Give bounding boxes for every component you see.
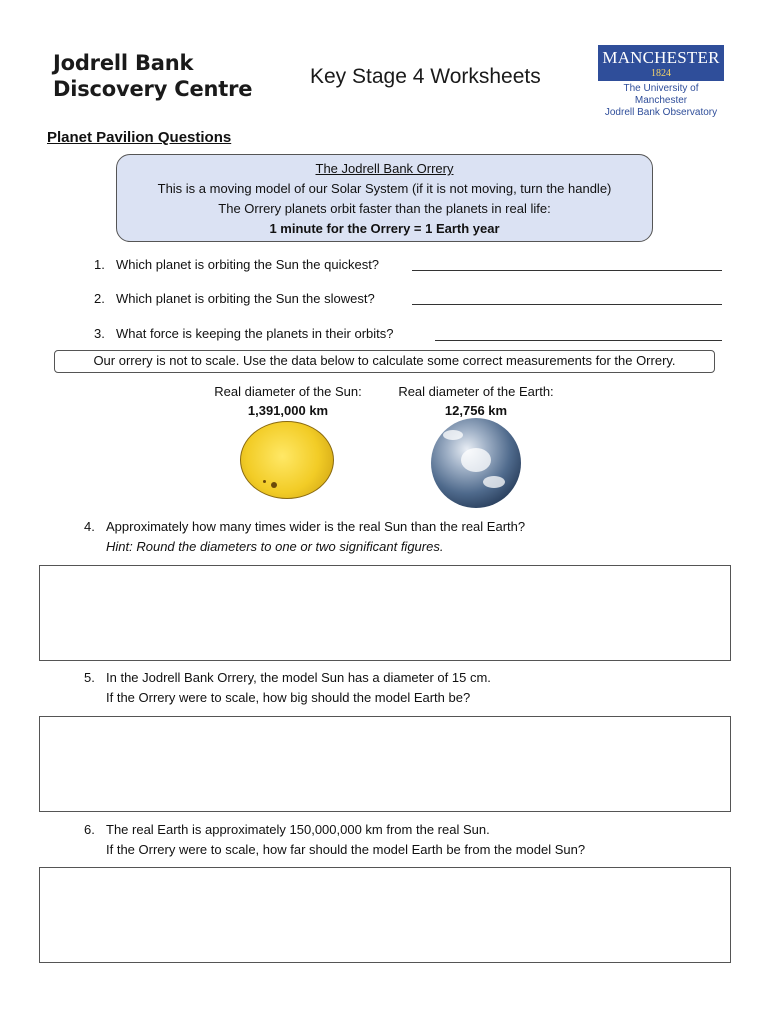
question-3-answer-line[interactable]	[435, 340, 722, 341]
sun-diameter	[196, 382, 380, 420]
question-4-hint: Hint: Round the diameters to one or two significant figures.	[106, 539, 444, 554]
question-4-answer-box[interactable]	[39, 565, 731, 661]
question-2-number: 2.	[94, 291, 105, 306]
orrery-info-line-3: 1 minute for the Orrery = 1 Earth year	[269, 221, 500, 236]
question-6-answer-box[interactable]	[39, 867, 731, 963]
brand-line-2: Discovery Centre	[53, 77, 253, 101]
question-2	[94, 289, 375, 309]
question-1	[94, 255, 379, 275]
orrery-info-line-1: This is a moving model of our Solar System (if it is not moving, turn the handle)	[157, 181, 612, 196]
question-5-line-1: In the Jodrell Bank Orrery, the model Sun has a diameter of 15 cm.	[106, 670, 491, 685]
question-5-answer-box[interactable]	[39, 716, 731, 812]
question-4-text: Approximately how many times wider is the real Sun than the real Earth?	[106, 519, 526, 534]
brand-name	[53, 50, 252, 102]
cloud	[443, 430, 463, 440]
sun-image	[240, 421, 334, 499]
section-heading: Planet Pavilion Questions	[47, 129, 232, 146]
logo-name: MANCHESTER	[602, 48, 720, 67]
orrery-info-box	[116, 154, 653, 242]
brand-line-1: Jodrell Bank	[53, 51, 194, 75]
logo-subtitle-line-1: The University of Manchester	[623, 83, 699, 106]
sun-diameter-label: Real diameter of the Sun:	[214, 384, 362, 399]
question-6-line-2: If the Orrery were to scale, how far should the model Earth be from the model Sun?	[106, 842, 586, 857]
orrery-info-title: The Jodrell Bank Orrery	[315, 161, 454, 176]
orrery-info-line-2: The Orrery planets orbit faster than the planets in real life:	[218, 201, 551, 216]
logo-badge	[598, 45, 724, 81]
cloud	[483, 476, 505, 488]
sunspot	[271, 482, 277, 488]
question-4-number: 4.	[84, 519, 95, 534]
earth-diameter	[386, 382, 566, 420]
earth-image	[431, 418, 521, 508]
sunspot	[263, 480, 266, 483]
university-logo	[598, 45, 724, 119]
question-3-text: What force is keeping the planets in their orbits?	[116, 326, 394, 341]
question-1-text: Which planet is orbiting the Sun the quickest?	[116, 257, 380, 272]
sun-diameter-value: 1,391,000 km	[247, 403, 329, 418]
question-5-number: 5.	[84, 670, 95, 685]
question-4	[84, 517, 525, 557]
document-title: Key Stage 4 Worksheets	[310, 65, 541, 88]
logo-subtitle	[598, 83, 724, 119]
question-6-line-1: The real Earth is approximately 150,000,000 km from the real Sun.	[106, 822, 490, 837]
logo-subtitle-line-2: Jodrell Bank Observatory	[604, 107, 718, 118]
earth-diameter-value: 12,756 km	[444, 403, 508, 418]
question-6	[84, 820, 585, 860]
scale-note: Our orrery is not to scale. Use the data below to calculate some correct measurements for the Orrery.	[54, 350, 715, 373]
question-1-number: 1.	[94, 257, 105, 272]
question-3-number: 3.	[94, 326, 105, 341]
question-5	[84, 668, 491, 708]
question-2-answer-line[interactable]	[412, 304, 722, 305]
earth-diameter-label: Real diameter of the Earth:	[398, 384, 554, 399]
question-5-line-2: If the Orrery were to scale, how big should the model Earth be?	[106, 690, 471, 705]
logo-year: 1824	[651, 68, 671, 79]
question-2-text: Which planet is orbiting the Sun the slowest?	[116, 291, 375, 306]
question-6-number: 6.	[84, 822, 95, 837]
question-1-answer-line[interactable]	[412, 270, 722, 271]
cloud	[461, 448, 491, 472]
question-3	[94, 324, 393, 344]
